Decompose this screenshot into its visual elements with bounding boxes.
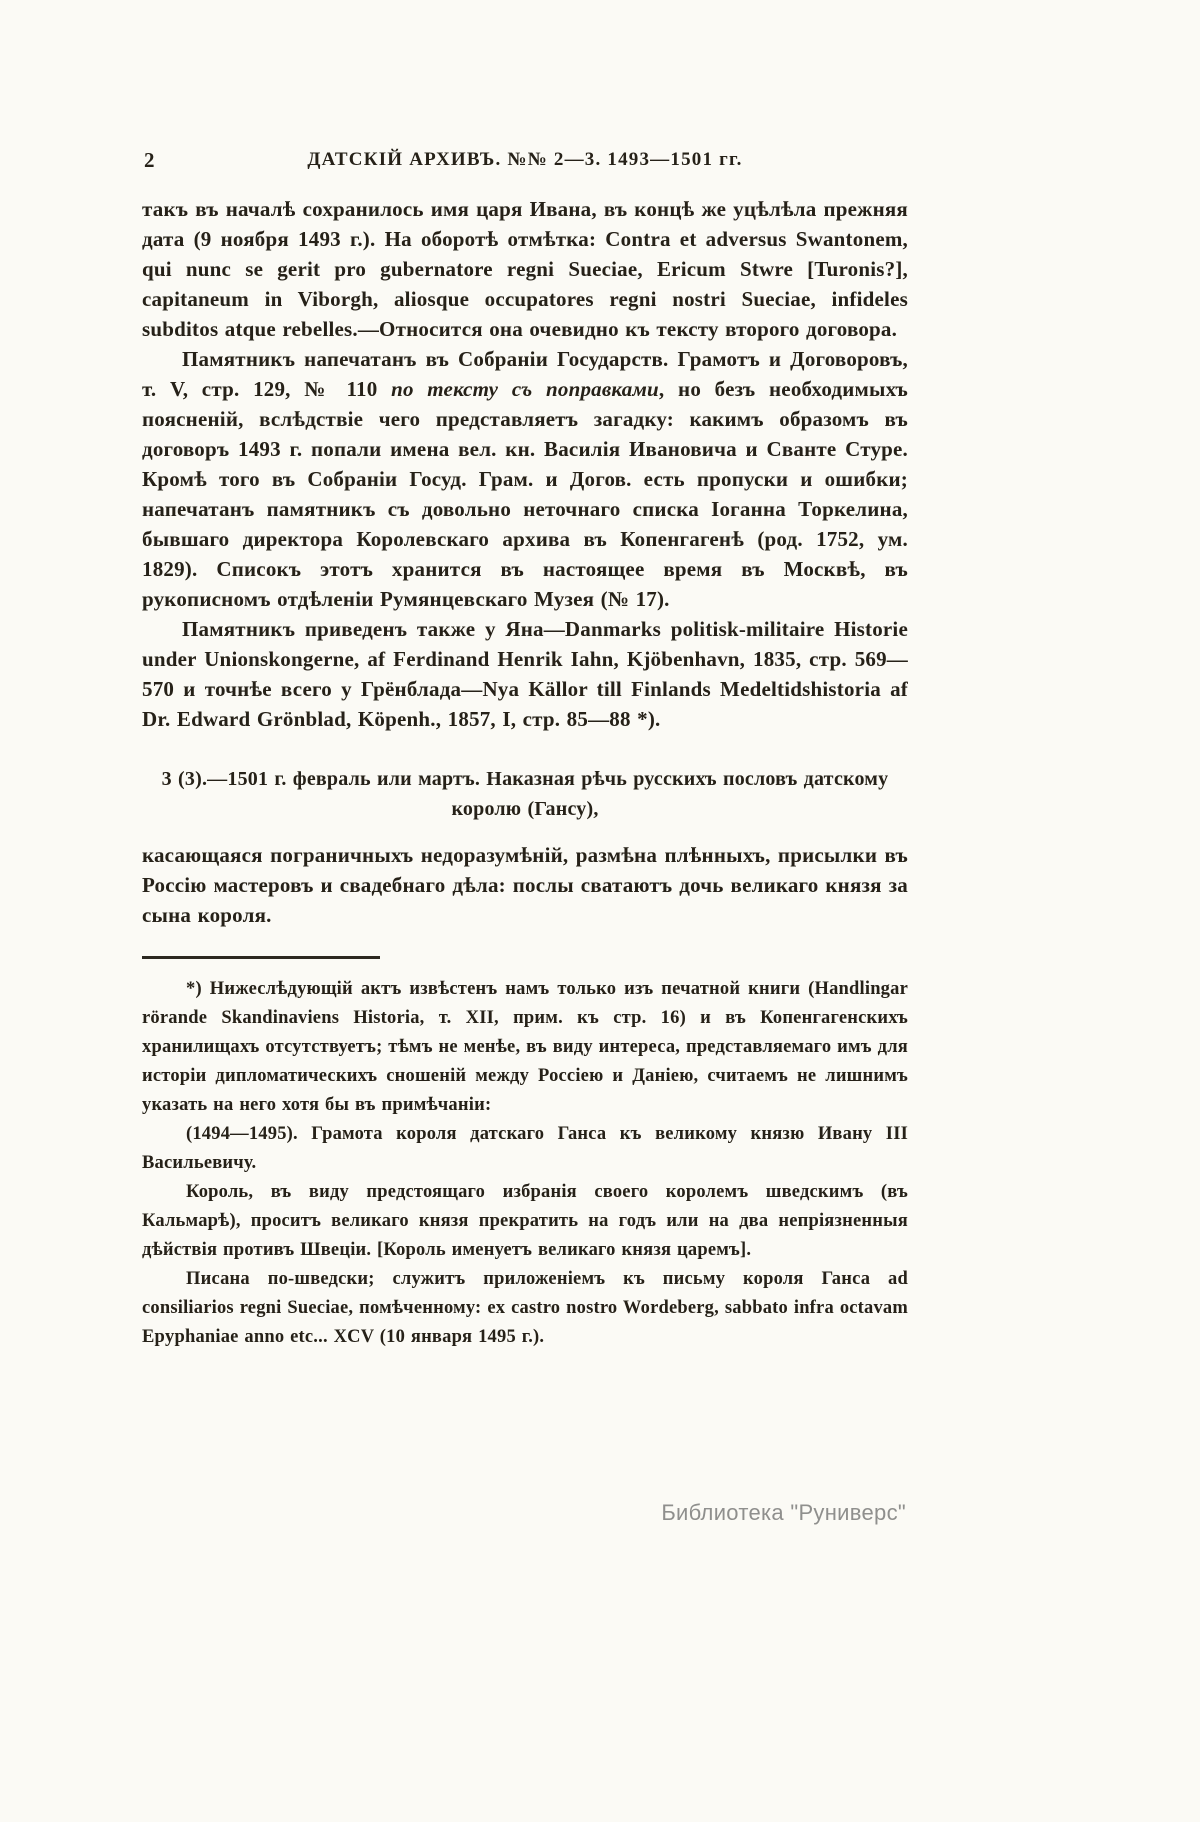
paragraph-segment-italic: по тексту съ поправками <box>391 377 659 401</box>
entry-summary: касающаяся пограничныхъ недоразумѣній, размѣна плѣнныхъ, присылки въ Россію мастеровъ и свадебнаго дѣла: послы сватаютъ дочь великаго князя за сына короля. <box>142 843 908 927</box>
paragraph: Памятникъ приведенъ также у Яна—Danmarks politisk-militaire Historie under Unionskongerne, af Ferdinand Henrik Iahn, Kjöbenhavn, 1835, стр. 569—570 и точнѣе всего у Грёнблада—Nya Källor till Finlands Medeltidshistoria af Dr. Edward Grönblad, Köpenh., 1857, I, стр. 85—88 *). <box>142 617 908 731</box>
running-header: ДАТСКІЙ АРХИВЪ. №№ 2—3. 1493—1501 гг. <box>307 149 743 170</box>
footnote-paragraph: *) Нижеслѣдующій актъ извѣстенъ намъ только изъ печатной книги (Handlingar rörande Skandinaviens Historia, т. XII, прим. къ стр. 16) и въ Копенгагенскихъ хранилищахъ отсутствуетъ; тѣмъ не менѣе, въ виду интереса, представляемаго имъ для исторіи дипломатическихъ сношеній между Россіею и Даніею, считаемъ не лишнимъ указать на него хотя бы въ примѣчаніи: <box>142 979 908 1115</box>
footnote-separator <box>142 956 380 959</box>
paragraph-segment: , но безъ необходимыхъ поясненій, вслѣдствіе чего представляетъ загадку: какимъ образомъ въ договоръ 1493 г. попали имена вел. кн. Василія Ивановича и Сванте Стуре. Кромѣ того въ Собраніи Госуд. Грам. и Догов. есть пропуски и ошибки; напечатанъ памятникъ съ довольно неточнаго списка Іоганна Торкелина, бывшаго директора Королевскаго архива въ Копенгагенѣ (род. 1752, ум. 1829). Списокъ этотъ хранится въ настоящее время въ Москвѣ, въ рукописномъ отдѣленіи Румянцевскаго Музея (№ 17). <box>142 377 908 611</box>
footnote-block <box>142 975 908 1352</box>
footnote-paragraph: Писана по-шведски; служитъ приложеніемъ къ письму короля Ганса ad consiliarios regni Sueciae, помѣченному: ex castro nostro Wordeberg, sabbato infra octavam Epyphaniae anno etc... XCV (10 января 1495 г.). <box>142 1269 908 1347</box>
library-watermark: Библиотека "Руниверс" <box>661 1500 906 1525</box>
paragraph: такъ въ началѣ сохранилось имя царя Ивана, въ концѣ же уцѣлѣла прежняя дата (9 ноября 1493 г.). На оборотѣ отмѣтка: Contra et adversus Swantonem, qui nunc se gerit pro gubernatore regni Sueciae, Ericum Stwre [Turonis?], capitaneum in Viborgh, aliosque occupatores regni nostri Sueciae, infideles subditos atque rebelles.—Относится она очевидно къ тексту второго договора. <box>142 197 908 341</box>
footnote-paragraph: (1494—1495). Грамота короля датскаго Ганса къ великому князю Ивану III Васильевичу. <box>142 1124 908 1173</box>
paragraph-segment: Памятникъ напечатанъ въ Собраніи Государств. Грамотъ и Договоровъ, т. V, стр. 129, № 110 <box>142 347 908 401</box>
page-header <box>142 146 908 174</box>
paragraph <box>142 344 908 614</box>
footnote-paragraph: Король, въ виду предстоящаго избранія своего королемъ шведскимъ (въ Кальмарѣ), проситъ великаго князя прекратить на годъ или на два непріязненныя дѣйствія противъ Швеціи. [Король именуетъ великаго князя царемъ]. <box>142 1182 908 1260</box>
main-text-block <box>142 194 908 1352</box>
entry-heading: 3 (3).—1501 г. февраль или мартъ. Наказная рѣчь русскихъ пословъ датскому королю (Гансу), <box>161 768 889 820</box>
page-number: 2 <box>144 148 155 172</box>
